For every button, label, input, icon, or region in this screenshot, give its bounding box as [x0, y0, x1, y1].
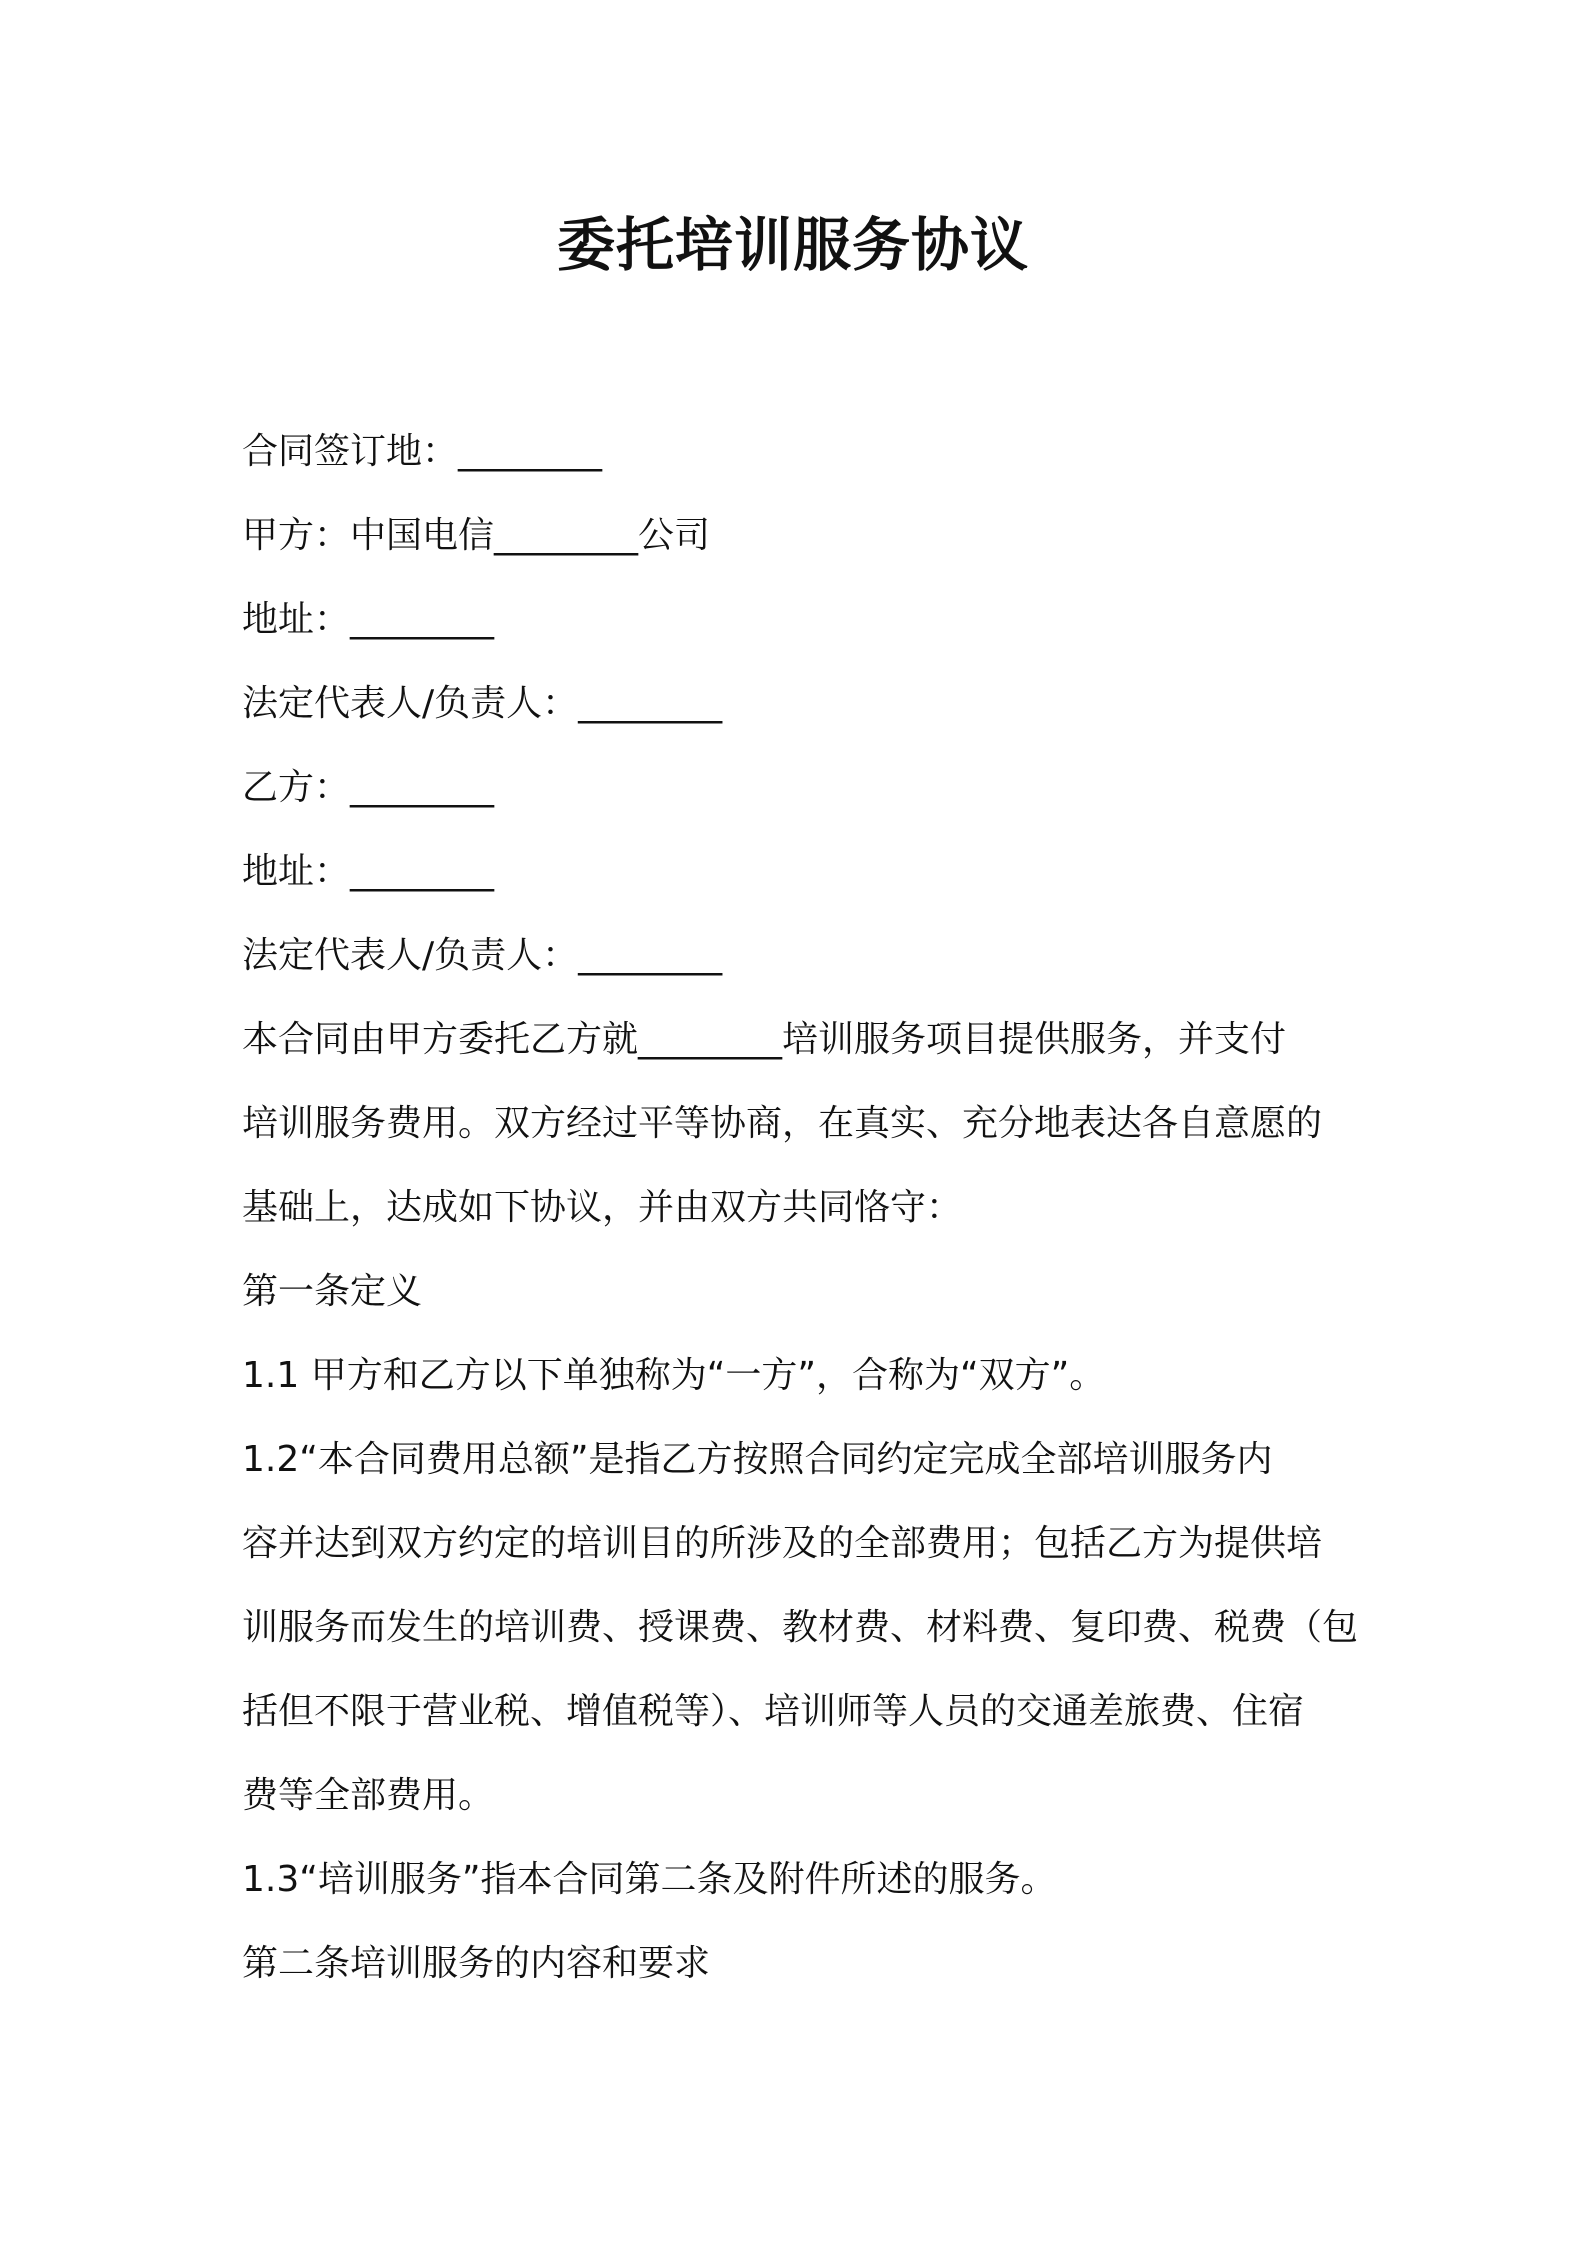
document-title: 委托培训服务协议	[556, 211, 1029, 279]
intro-line: 培训服务费用。双方经过平等协商，在真实、充分地表达各自意愿的	[242, 1103, 1323, 1144]
document-body	[242, 410, 1359, 2006]
party-b-address-line: 地址：________	[242, 851, 495, 892]
clause-1-2-line: 容并达到双方约定的培训目的所涉及的全部费用；包括乙方为提供培	[242, 1523, 1323, 1564]
party-b-line: 乙方：________	[242, 767, 495, 808]
clause-1-2-line: 费等全部费用。	[242, 1775, 495, 1816]
intro-line: 基础上，达成如下协议，并由双方共同恪守：	[242, 1187, 963, 1228]
article-2-heading: 第二条培训服务的内容和要求	[242, 1943, 711, 1984]
clause-1-2-line: 1.2“本合同费用总额”是指乙方按照合同约定完成全部培训服务内	[242, 1439, 1273, 1480]
clause-1-2-line: 括但不限于营业税、增值税等）、培训师等人员的交通差旅费、住宿	[242, 1691, 1305, 1732]
party-a-line: 甲方：中国电信________公司	[242, 515, 711, 556]
clause-1-2	[242, 1418, 1359, 1838]
party-a-address-line: 地址：________	[242, 599, 495, 640]
article-1-heading: 第一条定义	[242, 1271, 423, 1312]
party-a-representative-line: 法定代表人/负责人：________	[242, 683, 723, 724]
clause-1-3: 1.3“培训服务”指本合同第二条及附件所述的服务。	[242, 1859, 1057, 1900]
clause-1-2-line: 训服务而发生的培训费、授课费、教材费、材料费、复印费、税费（包	[242, 1607, 1359, 1648]
intro-paragraph	[242, 998, 1352, 1250]
signing-place-line: 合同签订地：________	[242, 431, 603, 472]
clause-1-1: 1.1 甲方和乙方以下单独称为“一方”，合称为“双方”。	[242, 1355, 1106, 1396]
party-b-representative-line: 法定代表人/负责人：________	[242, 935, 723, 976]
intro-line: 本合同由甲方委托乙方就________培训服务项目提供服务，并支付	[242, 1019, 1287, 1060]
